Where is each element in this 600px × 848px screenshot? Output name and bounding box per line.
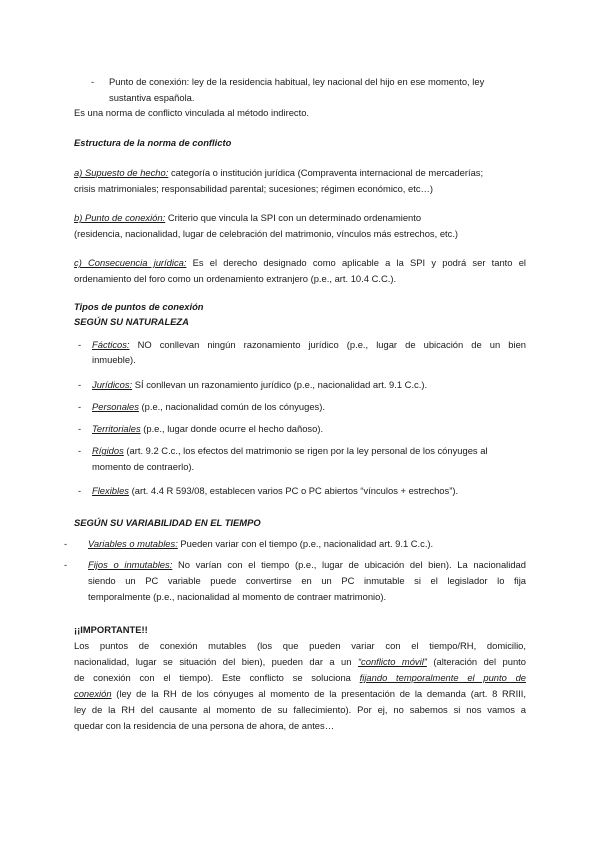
estructura-c-text: Es el derecho designado como aplicable a la SPI y podrá ser tanto el xyxy=(186,257,526,268)
variabilidad-item-label: Variables o mutables: xyxy=(88,538,178,549)
tipos-item xyxy=(92,399,325,414)
variabilidad-item-1 xyxy=(88,536,433,551)
tipos-item-label: Personales xyxy=(92,401,139,412)
tipos-item-label: Jurídicos: xyxy=(92,379,133,390)
estructura-b-text: Criterio que vincula la SPI con un determinado ordenamiento xyxy=(165,212,422,223)
importante-text: (alteración del punto xyxy=(426,656,526,667)
bullet-dash: - xyxy=(78,423,82,434)
estructura-c xyxy=(74,255,526,270)
tipos-item xyxy=(92,337,526,352)
importante-line-1: Los puntos de conexión mutables (los que pueden variar con el tiempo/RH, domicilio, xyxy=(74,640,526,651)
importante-emphasis: fijando temporalmente el punto de xyxy=(359,672,526,683)
tipos-item xyxy=(92,377,427,392)
estructura-c-cont: ordenamiento del foro como un ordenamiento extranjero (p.e., art. 10.4 C.C.). xyxy=(74,273,397,284)
estructura-b xyxy=(74,210,421,225)
importante-line-6: quedar con la residencia de una persona de ahora, de antes… xyxy=(74,720,335,731)
estructura-b-cont: (residencia, nacionalidad, lugar de celebración del matrimonio, vínculos más estrechos, etc.) xyxy=(74,228,459,239)
importante-text: (ley de la RH de los cónyuges al momento de la presentación de la demanda (art. 8 RRIII, xyxy=(111,688,526,699)
variabilidad-item-text: Pueden variar con el tiempo (p.e., nacionalidad art. 9.1 C.c.). xyxy=(177,538,434,549)
tipos-item-text: (art. 4.4 R 593/08, establecen varios PC o PC abiertos “vínculos + estrechos”). xyxy=(129,485,459,496)
bullet-dash: - xyxy=(78,379,82,390)
importante-line-2 xyxy=(74,654,526,669)
tipos-item-text: (art. 9.2 C.c., los efectos del matrimonio se rigen por la ley personal de los cónyuges al xyxy=(123,445,488,456)
importante-emphasis: conexión xyxy=(74,688,112,699)
tipos-subheading: SEGÚN SU NATURALEZA xyxy=(74,316,189,327)
bullet-dash: - xyxy=(78,401,82,412)
intro-bullet-text: ley de la residencia habitual, ley nacional del hijo en ese momento, ley xyxy=(189,76,485,87)
tipos-item-cont: inmueble). xyxy=(92,354,136,365)
importante-emphasis: “conflicto móvil” xyxy=(357,656,427,667)
tipos-item-text: SÍ conllevan un razonamiento jurídico (p.e., nacionalidad art. 9.1 C.c.). xyxy=(132,379,428,390)
tipos-item-text: (p.e., lugar donde ocurre el hecho dañoso). xyxy=(140,423,324,434)
bullet-dash: - xyxy=(78,445,82,456)
estructura-a-cont: crisis matrimoniales; responsabilidad parental; sucesiones; régimen económico, etc…) xyxy=(74,183,434,194)
variabilidad-item-label: Fijos o inmutables: xyxy=(88,559,173,570)
importante-text: de conexión con el tiempo). Este conflicto se soluciona xyxy=(74,672,360,683)
importante-text: nacionalidad, lugar se situación del bien), pueden dar a un xyxy=(74,656,358,667)
tipos-item xyxy=(92,421,323,436)
tipos-heading: Tipos de puntos de conexión xyxy=(74,301,204,312)
tipos-item-label: Territoriales xyxy=(92,423,141,434)
variabilidad-item-2-line3: temporalmente (p.e., nacionalidad al momento de contraer matrimonio). xyxy=(88,591,387,602)
importante-heading: ¡¡IMPORTANTE!! xyxy=(74,624,148,635)
importante-line-5: ley de la RH del causante al momento de su fallecimiento). Por ej, no sabemos si nos vamos a xyxy=(74,704,526,715)
estructura-heading: Estructura de la norma de conflicto xyxy=(74,137,232,148)
intro-note: Es una norma de conflicto vinculada al método indirecto. xyxy=(74,107,310,118)
estructura-a-label: a) Supuesto de hecho: xyxy=(74,167,169,178)
estructura-c-label: c) Consecuencia jurídica: xyxy=(74,257,187,268)
tipos-item xyxy=(92,483,458,498)
intro-bullet xyxy=(109,74,484,89)
bullet-dash: - xyxy=(78,339,82,350)
variabilidad-item-text: No varían con el tiempo (p.e., lugar de ubicación del bien). La nacionalidad xyxy=(172,559,526,570)
importante-line-3 xyxy=(74,670,526,685)
importante-line-4 xyxy=(74,686,526,701)
tipos-item-cont: momento de contraerlo). xyxy=(92,461,195,472)
bullet-dash: - xyxy=(64,538,68,549)
bullet-dash: - xyxy=(91,76,95,87)
estructura-a xyxy=(74,165,483,180)
tipos-item-label: Rígidos xyxy=(92,445,124,456)
tipos-item-text: (p.e., nacionalidad común de los cónyuges). xyxy=(138,401,325,412)
intro-bullet-label: Punto de conexión: xyxy=(109,76,190,87)
bullet-dash: - xyxy=(78,485,82,496)
variabilidad-item-2 xyxy=(88,557,526,572)
tipos-item-text: NO conllevan ningún razonamiento jurídico (p.e., lugar de ubicación de un bien xyxy=(129,339,526,350)
intro-bullet-cont: sustantiva española. xyxy=(109,92,195,103)
variabilidad-item-2-line2: siendo un PC variable puede convertirse en un PC inmutable si el legislador lo fija xyxy=(88,575,526,586)
tipos-item-label: Fácticos: xyxy=(92,339,130,350)
tipos-item-label: Flexibles xyxy=(92,485,129,496)
variabilidad-heading: SEGÚN SU VARIABILIDAD EN EL TIEMPO xyxy=(74,517,261,528)
estructura-a-text: categoría o institución jurídica (Compraventa internacional de mercaderías; xyxy=(168,167,484,178)
estructura-b-label: b) Punto de conexión: xyxy=(74,212,166,223)
tipos-item xyxy=(92,443,488,458)
bullet-dash: - xyxy=(64,559,68,570)
